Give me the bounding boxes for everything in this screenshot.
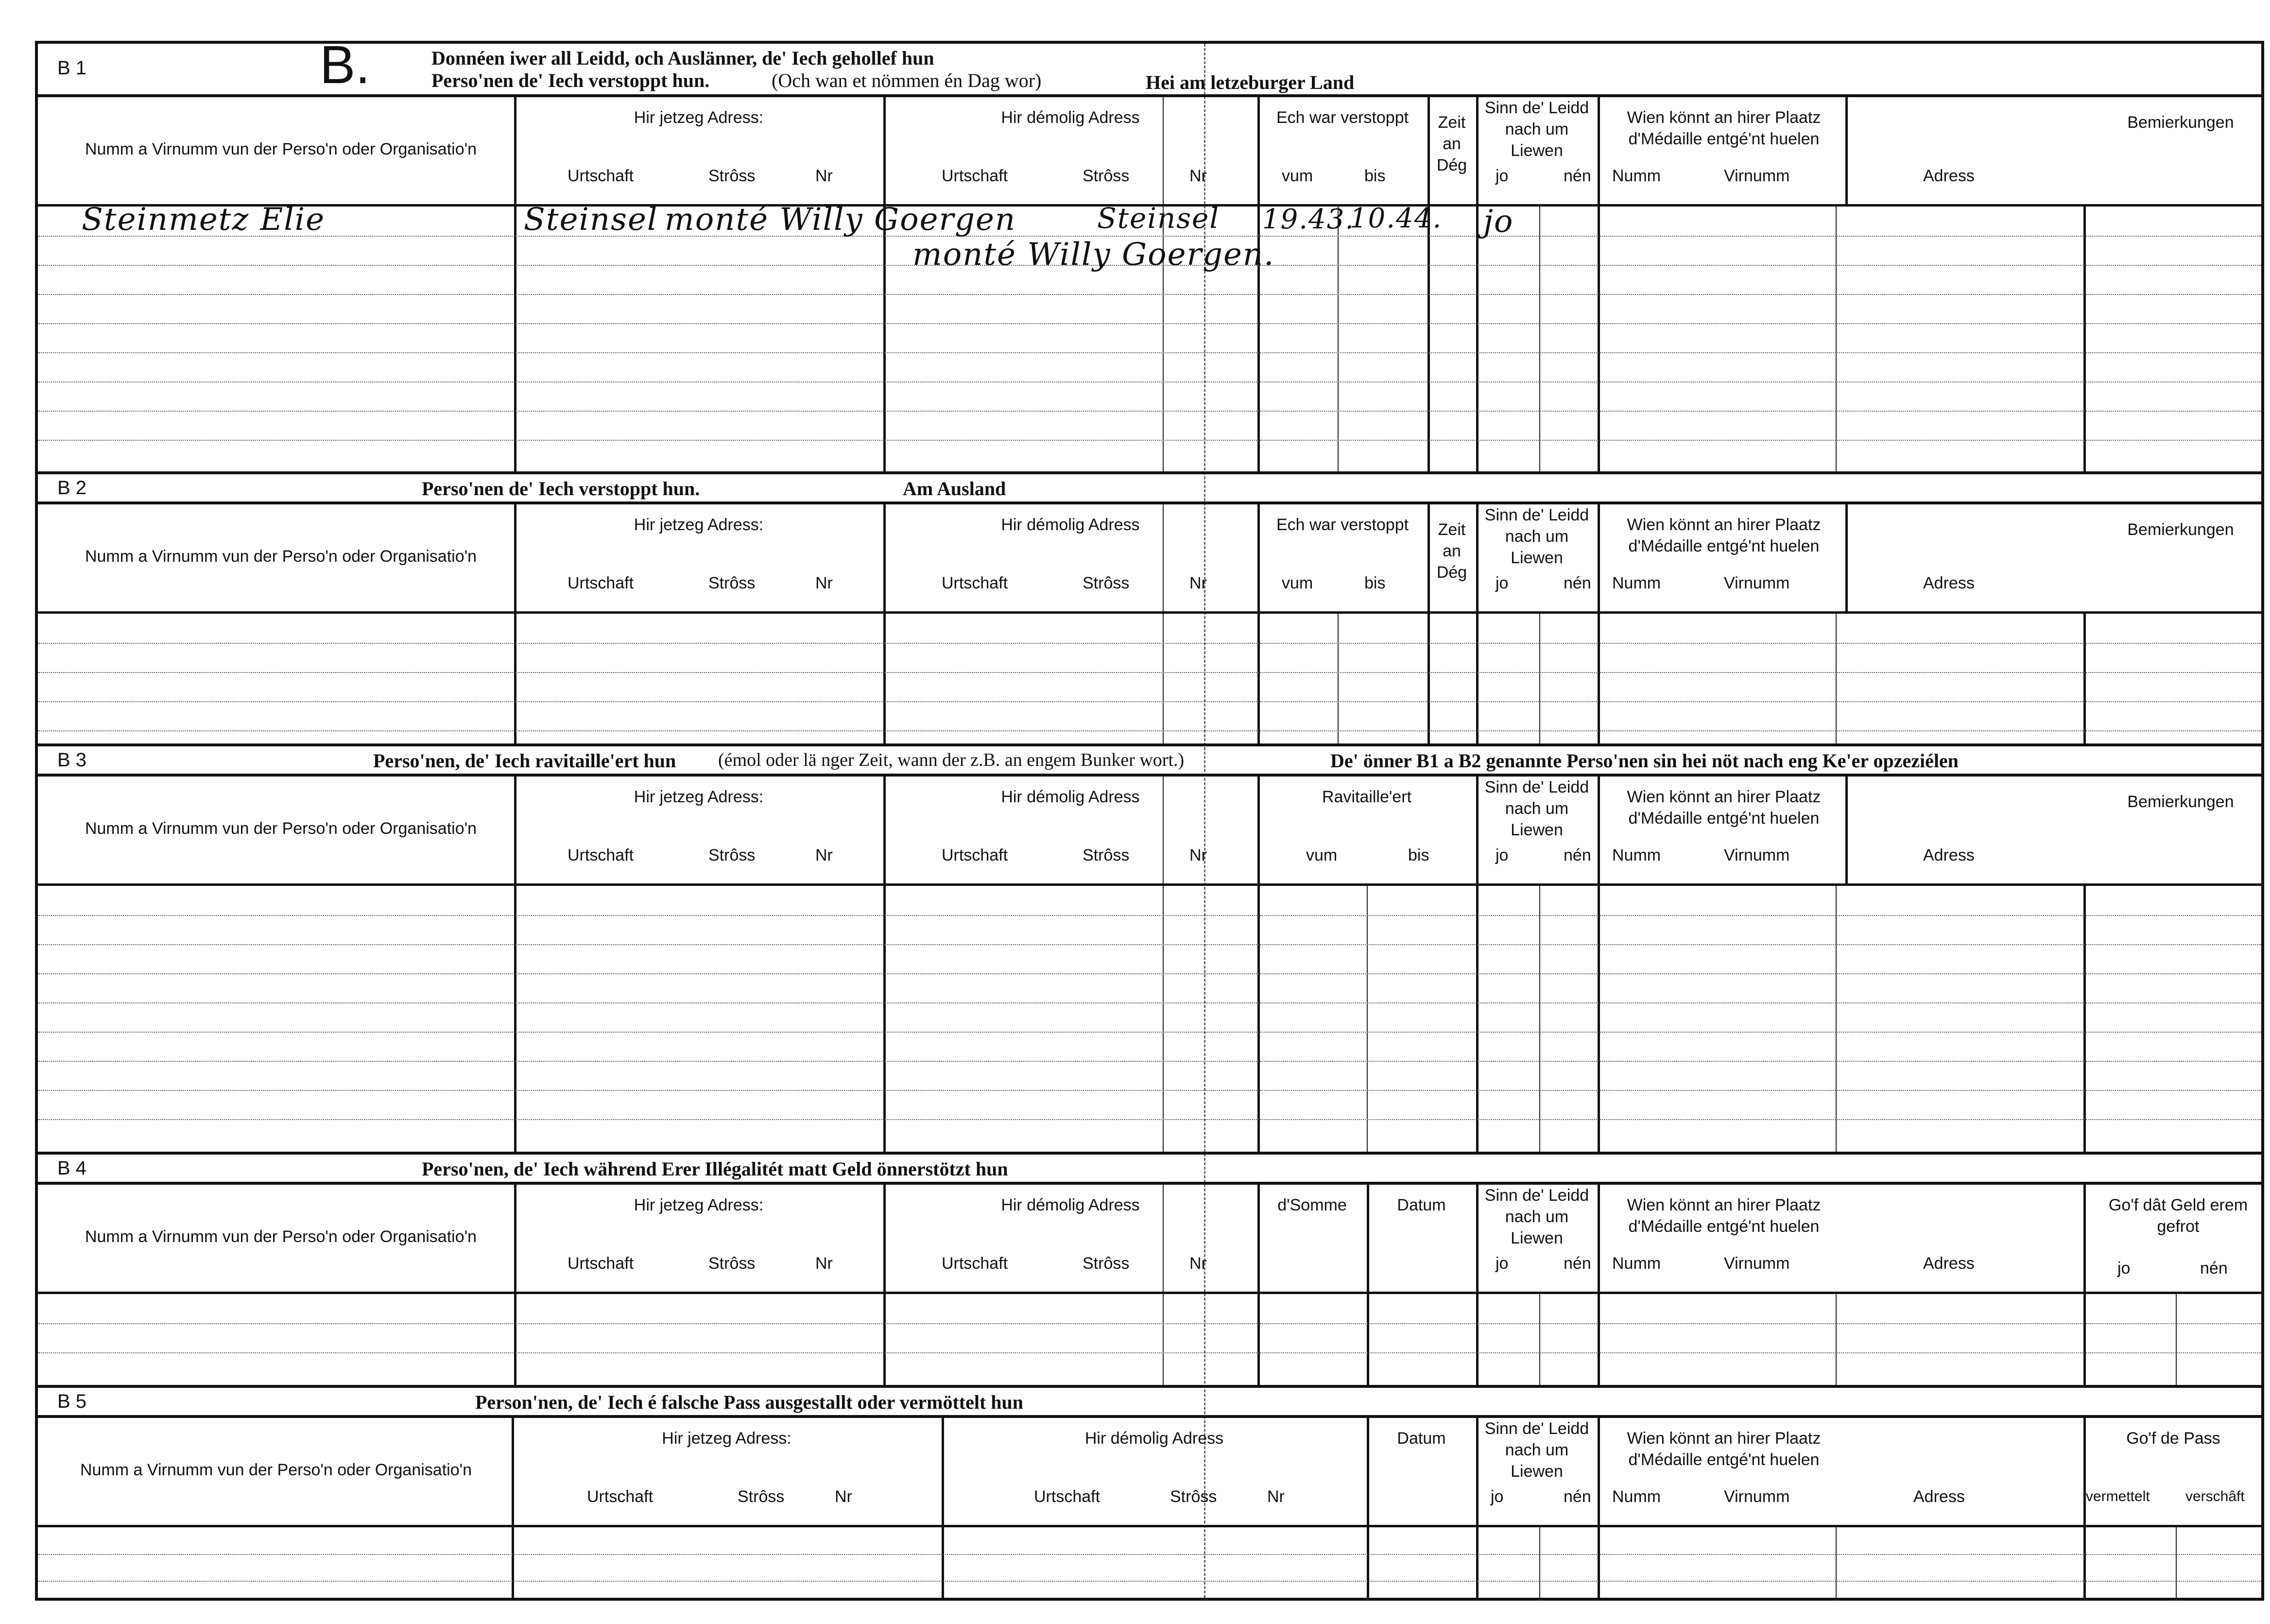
header-urtschaft: Urtschaft [568,167,634,185]
header-medal-first: Virnumm [1724,1254,1790,1273]
header-medal-first: Virnumm [1724,1487,1790,1506]
section-b4-header [38,1155,2261,1185]
section-subtitle: (Och wan et nömmen én Dag wor) [772,69,1042,91]
header-made: verschâft [2185,1488,2245,1504]
header-urtschaft: Urtschaft [568,1254,634,1273]
section-region: Hei am letzeburger Land [1146,71,1355,93]
header-stross: Strôss [708,1254,756,1273]
header-time-days: Zeit an Dég [1436,520,1467,582]
header-former-address: Hir démolig Adress [1001,108,1140,127]
section-title: Perso'nen, de' Iech ravitaille'ert hun [373,750,676,772]
header-former-address: Hir démolig Adress [1084,1429,1224,1448]
header-money-back: Go'f dât Geld erem gefrot [2108,1196,2248,1236]
header-from: vum [1306,846,1338,864]
header-name: Numm a Virnumm vun der Perso'n oder Organisatio'n [85,547,477,566]
header-stross: Strôss [738,1487,785,1506]
header-from: vum [1282,167,1313,185]
header-yes: jo [2117,1259,2131,1278]
header-nr: Nr [1189,1254,1207,1273]
entry-former-street: monté Willy Goergen. [912,237,1275,273]
header-date: Datum [1397,1196,1446,1214]
column-headers [38,1185,2261,1294]
header-medal: Wien könnt an hirer Plaatz d'Médaille entgé'nt huelen [1627,108,1821,148]
header-medal-addr: Adress [1913,1487,1965,1506]
header-from: vum [1282,574,1313,592]
header-nr: Nr [835,1487,852,1506]
form-frame [35,35,2264,1601]
section-title: Person'nen, de' Iech é falsche Pass ausgestallt oder vermöttelt hun [475,1391,1024,1413]
section-b1-header [38,35,2261,97]
header-stross: Strôss [1083,846,1130,864]
entry-alive: jo [1483,204,1514,240]
header-current-address: Hir jetzeg Adress: [634,108,764,127]
header-stross: Strôss [1170,1487,1217,1506]
column-headers [38,1418,2261,1527]
entry-current-city: Steinsel [524,202,658,238]
entry-rows [38,1294,2261,1385]
header-nr: Nr [815,167,833,185]
header-medal-name: Numm [1612,167,1661,185]
header-current-address: Hir jetzeg Adress: [634,516,764,534]
header-to: bis [1364,167,1386,185]
header-to: bis [1364,574,1386,592]
header-yes: jo [1496,1254,1509,1273]
header-alive: Sinn de' Leidd nach um Liewen [1484,1419,1589,1481]
header-to: bis [1408,846,1429,864]
header-medal-first: Virnumm [1724,167,1790,185]
header-nr: Nr [815,1254,833,1273]
header-nr: Nr [1267,1487,1285,1506]
entry-rows [38,202,2261,471]
section-title-2: Perso'nen de' Iech verstoppt hun. [431,69,710,91]
header-remarks: Bemierkungen [2127,520,2234,539]
header-nr: Nr [1189,846,1207,864]
header-hidden: Ech war verstoppt [1276,108,1409,127]
header-urtschaft: Urtschaft [942,574,1008,592]
header-stross: Strôss [708,167,756,185]
section-code: B 5 [57,1391,87,1412]
header-name: Numm a Virnumm vun der Perso'n oder Organisatio'n [85,140,477,158]
header-urtschaft: Urtschaft [568,846,634,864]
header-hidden: Ech war verstoppt [1276,516,1409,534]
header-yes: jo [1496,574,1509,592]
header-urtschaft: Urtschaft [942,846,1008,864]
section-title: Donnéen iwer all Leidd, och Auslänner, de' Iech gehollef hun [431,47,934,69]
header-no: nén [1564,574,1591,592]
header-supplied: Ravitaille'ert [1322,788,1412,806]
section-b2 [38,471,2261,743]
header-yes: jo [1496,167,1509,185]
section-code: B 2 [57,477,87,499]
entry-to: 10.44. [1350,203,1443,234]
header-urtschaft: Urtschaft [587,1487,653,1506]
header-medal-addr: Adress [1923,574,1975,592]
header-nr: Nr [1189,574,1207,592]
section-region: Am Ausland [903,478,1006,500]
header-stross: Strôss [1083,1254,1130,1273]
header-urtschaft: Urtschaft [942,167,1008,185]
section-b2-header [38,474,2261,504]
header-urtschaft: Urtschaft [568,574,634,592]
header-former-address: Hir démolig Adress [1001,1196,1140,1214]
header-mediated: vermettelt [2086,1488,2150,1504]
column-headers [38,504,2261,614]
header-stross: Strôss [708,846,756,864]
entry-from: 19.43. [1262,204,1355,235]
header-no: nén [2200,1259,2228,1278]
form-letter: B. [320,35,370,95]
header-name: Numm a Virnumm vun der Perso'n oder Organisatio'n [85,819,477,838]
column-headers [38,97,2261,207]
header-urtschaft: Urtschaft [942,1254,1008,1273]
header-no: nén [1564,846,1591,864]
header-alive: Sinn de' Leidd nach um Liewen [1484,99,1589,160]
section-code: B 4 [57,1158,87,1179]
section-b3-header [38,746,2261,777]
header-name: Numm a Virnumm vun der Perso'n oder Organisatio'n [85,1227,477,1246]
column-headers [38,777,2261,886]
header-yes: jo [1491,1487,1504,1506]
header-stross: Strôss [1083,574,1130,592]
header-nr: Nr [815,846,833,864]
section-b3 [38,743,2261,1152]
entry-rows [38,614,2261,743]
header-remarks: Bemierkungen [2127,113,2234,132]
header-medal-name: Numm [1612,1254,1661,1273]
entry-name: Steinmetz Elie [82,202,325,238]
entry-rows [38,1527,2261,1601]
section-note: De' önner B1 a B2 genannte Perso'nen sin hei nöt nach eng Ke'er opzeziélen [1330,750,1959,772]
header-time-days: Zeit an Dég [1436,113,1467,174]
header-medal-first: Virnumm [1724,574,1790,592]
section-b1 [38,35,2261,471]
section-title: Perso'nen, de' Iech während Erer Illégalitét matt Geld önnerstötzt hun [422,1158,1008,1180]
header-medal-first: Virnumm [1724,846,1790,864]
header-alive: Sinn de' Leidd nach um Liewen [1484,778,1589,839]
header-medal-name: Numm [1612,574,1661,592]
header-yes: jo [1496,846,1509,864]
section-subtitle: (émol oder lä nger Zeit, wann der z.B. an engem Bunker wort.) [718,750,1185,770]
section-title: Perso'nen de' Iech verstoppt hun. [422,478,700,500]
section-b4 [38,1152,2261,1385]
header-former-address: Hir démolig Adress [1001,516,1140,534]
header-medal-name: Numm [1612,1487,1661,1506]
header-current-address: Hir jetzeg Adress: [662,1429,791,1448]
header-nr: Nr [815,574,833,592]
header-alive: Sinn de' Leidd nach um Liewen [1484,506,1589,567]
header-urtschaft: Urtschaft [1034,1487,1101,1506]
header-alive: Sinn de' Leidd nach um Liewen [1484,1186,1589,1247]
header-remarks: Bemierkungen [2127,793,2234,811]
header-no: nén [1564,1487,1591,1506]
header-nr: Nr [1189,167,1207,185]
header-former-address: Hir démolig Adress [1001,788,1140,806]
header-medal-name: Numm [1612,846,1661,864]
section-code: B 1 [57,57,87,79]
header-no: nén [1564,167,1591,185]
header-medal: Wien könnt an hirer Plaatz d'Médaille entgé'nt huelen [1627,1429,1821,1469]
header-sum: d'Somme [1277,1196,1347,1214]
entry-former-city: Steinsel [1097,202,1220,235]
header-date: Datum [1397,1429,1446,1448]
header-medal: Wien könnt an hirer Plaatz d'Médaille entgé'nt huelen [1627,516,1821,555]
header-medal-addr: Adress [1923,167,1975,185]
header-name: Numm a Virnumm vun der Perso'n oder Organisatio'n [80,1461,472,1479]
header-medal-addr: Adress [1923,846,1975,864]
header-no: nén [1564,1254,1591,1273]
section-code: B 3 [57,749,87,771]
entry-current-street: monté Willy Goergen [665,202,1016,238]
section-b5-header [38,1388,2261,1418]
header-current-address: Hir jetzeg Adress: [634,1196,764,1214]
entry-rows [38,886,2261,1152]
section-b5 [38,1385,2261,1601]
header-medal: Wien könnt an hirer Plaatz d'Médaille entgé'nt huelen [1627,788,1821,828]
header-stross: Strôss [1083,167,1130,185]
header-stross: Strôss [708,574,756,592]
header-medal: Wien könnt an hirer Plaatz d'Médaille entgé'nt huelen [1627,1196,1821,1236]
header-current-address: Hir jetzeg Adress: [634,788,764,806]
header-medal-addr: Adress [1923,1254,1975,1273]
header-pass-given: Go'f de Pass [2126,1429,2220,1448]
